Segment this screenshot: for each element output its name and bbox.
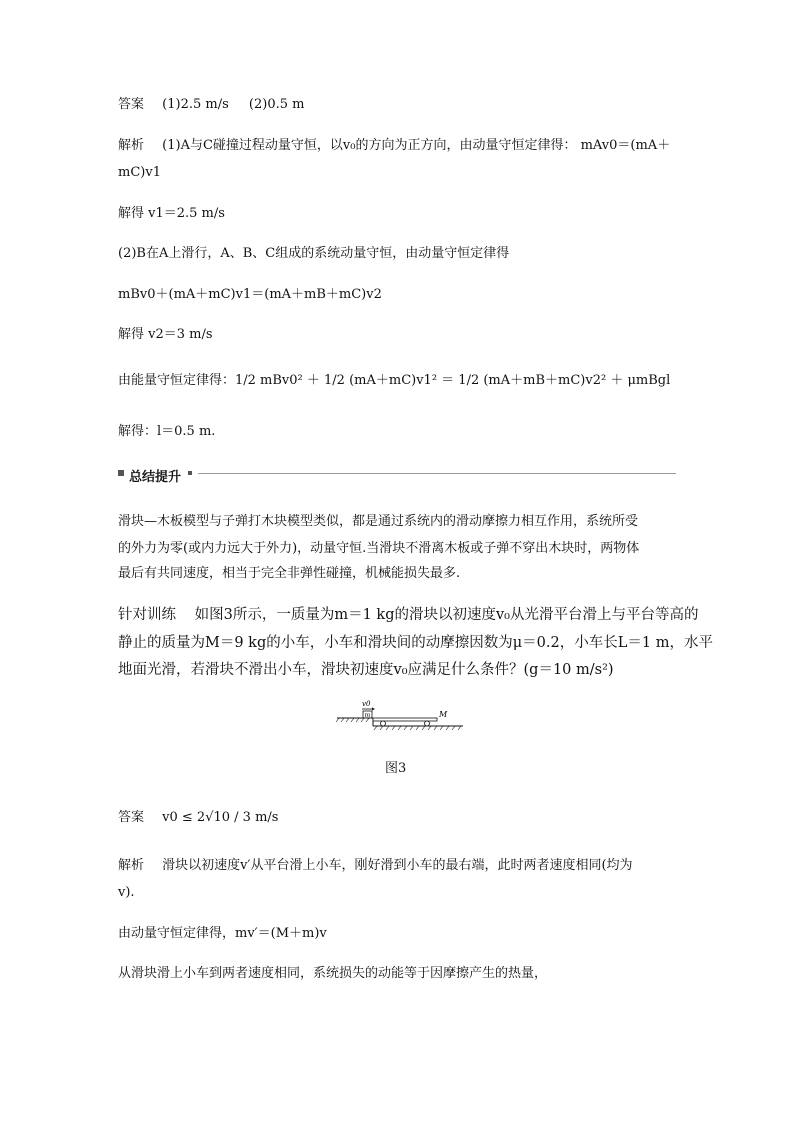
training-line-1: 针对训练 如图3所示，一质量为m＝1 kg的滑块以初速度v₀从光滑平台滑上与平台等高的 xyxy=(118,607,699,623)
answer-2-line xyxy=(118,810,278,826)
analysis-label: 解析 xyxy=(118,858,145,873)
answer-part-1: (1)2.5 m/s xyxy=(162,97,229,112)
summary-title: 总结提升 xyxy=(129,470,182,485)
analysis-1-line-4: (2)B在A上滑行，A、B、C组成的系统动量守恒，由动量守恒定律得 xyxy=(118,246,510,261)
M-label: M xyxy=(439,710,448,719)
cart-wheel xyxy=(381,721,386,726)
summary-line-1: 滑块—木板模型与子弹打木块模型类似，都是通过系统内的滑动摩擦力相互作用，系统所受 xyxy=(118,514,639,529)
v0-label: v0 xyxy=(362,700,371,708)
summary-divider xyxy=(198,473,676,474)
analysis-1-line-2: mC)v1 xyxy=(118,165,161,180)
analysis-2-line-2: v). xyxy=(118,885,135,900)
figure-3-diagram xyxy=(335,698,465,734)
analysis-1-line-7: 由能量守恒定律得：1/2 mBv0² ＋ 1/2 (mA＋mC)v1² ＝ 1/2 (mA＋mB＋mC)v2² ＋ μmBgl xyxy=(118,373,671,388)
analysis-2-line-4: 从滑块滑上小车到两者速度相同，系统损失的动能等于因摩擦产生的热量， xyxy=(118,966,548,981)
analysis-2-line-3: 由动量守恒定律得，mv′＝(M＋m)v xyxy=(118,926,327,941)
analysis-1-line-1 xyxy=(118,138,670,154)
analysis-1-formula: mAv0＝(mA＋ xyxy=(580,138,671,153)
cart-board xyxy=(373,718,437,721)
analysis-1-line-6: 解得 v2＝3 m/s xyxy=(118,327,213,342)
training-label: 针对训练 xyxy=(118,607,176,623)
analysis-1-line-8: 解得：l＝0.5 m. xyxy=(118,424,216,439)
analysis-label: 解析 xyxy=(118,138,145,153)
summary-bullet-icon xyxy=(118,470,124,476)
analysis-2-line-1: 解析 滑块以初速度v′从平台滑上小车，刚好滑到小车的最右端，此时两者速度相同(均为 xyxy=(118,858,633,873)
figure-caption: 图3 xyxy=(385,761,407,776)
analysis-1-text: (1)A与C碰撞过程动量守恒，以v₀的方向为正方向，由动量守恒定律得： xyxy=(162,138,577,153)
analysis-1-line-5: mBv0＋(mA＋mC)v1＝(mA＋mB＋mC)v2 xyxy=(118,287,382,302)
answer-2-formula: v0 ≤ 2√10 / 3 m/s xyxy=(162,810,279,825)
cart-wheel xyxy=(425,721,430,726)
summary-bullet-icon xyxy=(188,471,192,475)
m-label: m xyxy=(364,712,371,719)
summary-line-2: 的外力为零(或内力远大于外力)，动量守恒.当滑块不滑离木板或子弹不穿出木块时，两物体 xyxy=(118,541,640,556)
analysis-1-line-3: 解得 v1＝2.5 m/s xyxy=(118,206,225,221)
answer-label: 答案 xyxy=(118,97,145,112)
answer-label: 答案 xyxy=(118,810,145,825)
answer-part-2: (2)0.5 m xyxy=(248,97,305,112)
training-line-2: 静止的质量为M＝9 kg的小车，小车和滑块间的动摩擦因数为μ＝0.2，小车长L＝1 m，水平 xyxy=(118,635,713,651)
answer-1-line xyxy=(118,97,304,113)
summary-line-3: 最后有共同速度，相当于完全非弹性碰撞，机械能损失最多. xyxy=(118,566,461,581)
summary-header xyxy=(118,466,676,485)
training-line-3: 地面光滑，若滑块不滑出小车，滑块初速度v₀应满足什么条件？(g＝10 m/s²) xyxy=(118,662,614,678)
